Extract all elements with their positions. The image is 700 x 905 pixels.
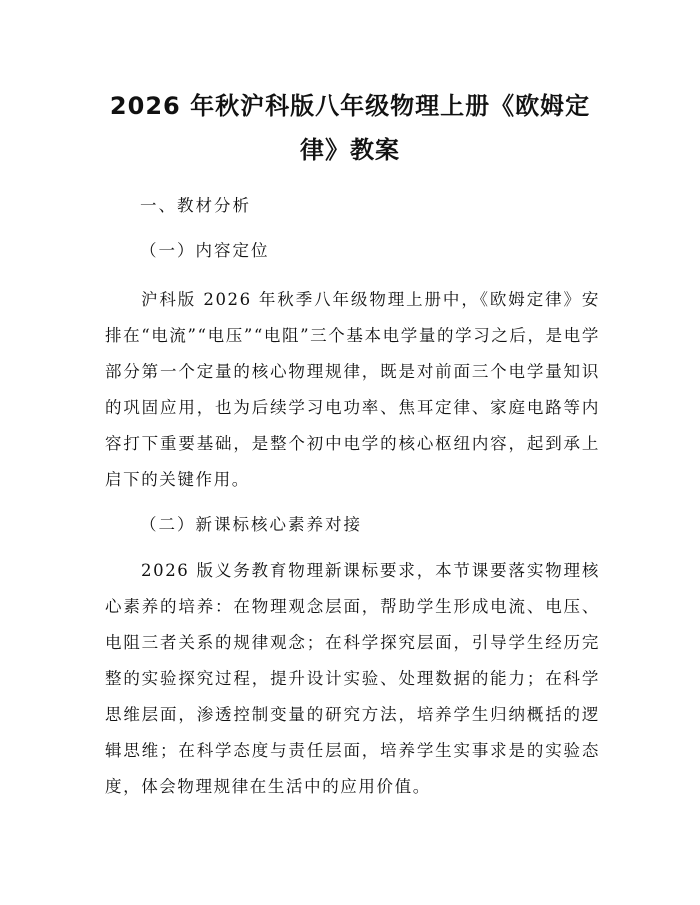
section-heading-textbook-analysis: 一、教材分析 bbox=[140, 196, 251, 215]
document-title-line-1: 2026 年秋沪科版八年级物理上册《欧姆定 bbox=[109, 92, 591, 120]
paragraph-core-literacy: 2026 版义务教育物理新课标要求，本节课要落实物理核心素养的培养：在物理观念层面，帮助学生形成电流、电压、电阻三者关系的规律观念；在科学探究层面，引导学生经历完整的实验探究过程，提升设计实验、处理数据的能力；在科学思维层面，渗透控制变量的研究方法，培养学生归纳概括的逻辑思维；在科学态度与责任层面，培养学生实事求是的实验态度，体会物理规律在生活中的应用价值。 bbox=[105, 561, 600, 796]
document-title-line-2: 律》教案 bbox=[300, 136, 400, 164]
subsection-heading-core-literacy: （二）新课标核心素养对接 bbox=[140, 515, 362, 534]
paragraph-content-positioning: 沪科版 2026 年秋季八年级物理上册中，《欧姆定律》安排在“电流”“电压”“电阻”三个基本电学量的学习之后，是电学部分第一个定量的核心物理规律，既是对前面三个电学量知识的巩固应用，也为后续学习电功率、焦耳定律、家庭电路等内容打下重要基础，是整个初中电学的核心枢纽内容，起到承上启下的关键作用。 bbox=[105, 290, 600, 489]
subsection-heading-content-positioning: （一）内容定位 bbox=[140, 241, 270, 260]
